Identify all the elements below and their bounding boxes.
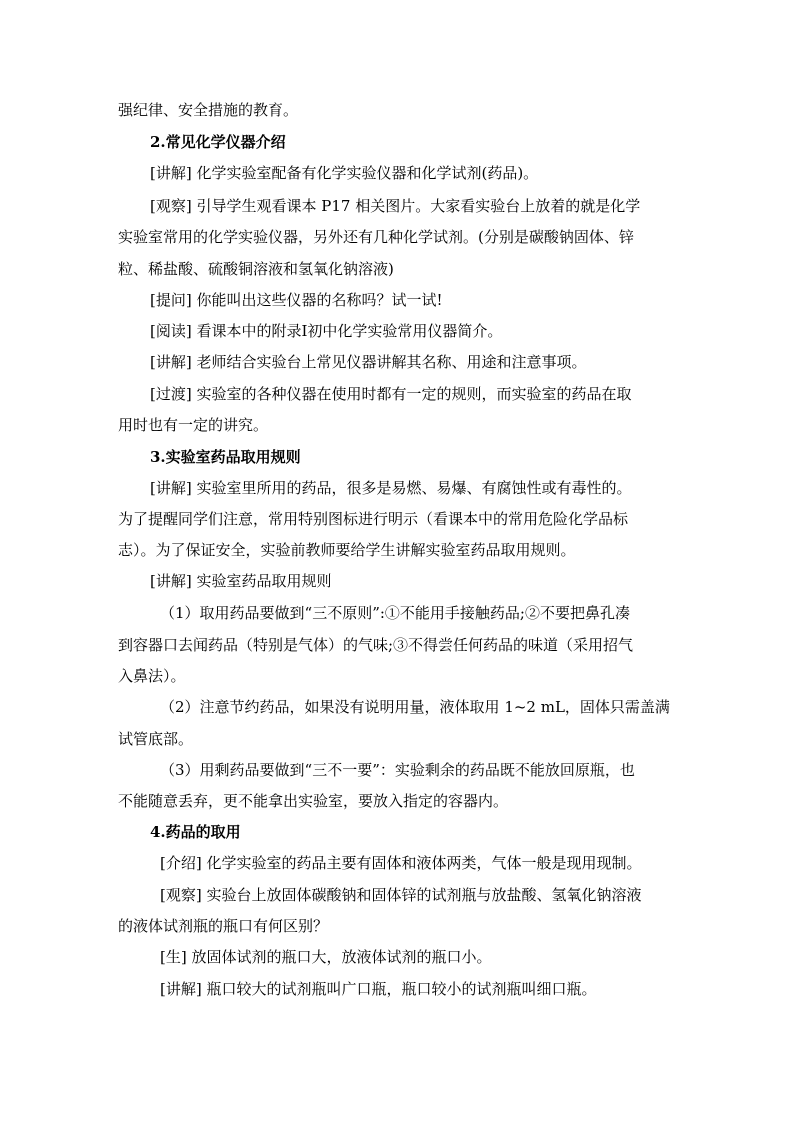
text-line: 试管底部。 bbox=[118, 730, 194, 748]
text-line: 入鼻法）。 bbox=[118, 667, 186, 685]
text-line: [讲解] 化学实验室配备有化学实验仪器和化学试剂(药品)。 bbox=[150, 164, 539, 182]
text-line: [观察] 实验台上放固体碳酸钠和固体锌的试剂瓶与放盐酸、氢氧化钠溶液 bbox=[160, 886, 642, 904]
text-line: [讲解] 瓶口较大的试剂瓶叫广口瓶，瓶口较小的试剂瓶叫细口瓶。 bbox=[160, 980, 597, 998]
section-heading: 2.常见化学仪器介绍 bbox=[150, 133, 286, 151]
text-line: （2）注意节约药品，如果没有说明用量，液体取用 1~2 mL，固体只需盖满 bbox=[160, 698, 670, 716]
text-line: 的液体试剂瓶的瓶口有何区别？ bbox=[118, 917, 329, 935]
text-line: [观察] 引导学生观看课本 P17 相关图片。大家看实验台上放着的就是化学 bbox=[150, 197, 641, 215]
text-line: （1）取用药品要做到“三不原则”:①不能用手接触药品;②不要把鼻孔凑 bbox=[160, 604, 630, 622]
text-line: [介绍] 化学实验室的药品主要有固体和液体两类，气体一般是现用现制。 bbox=[160, 854, 642, 872]
section-heading: 4.药品的取用 bbox=[150, 823, 241, 841]
text-line: 不能随意丢弃，更不能拿出实验室，要放入指定的容器内。 bbox=[118, 792, 509, 810]
text-line: （3）用剩药品要做到“三不一要”：实验剩余的药品既不能放回原瓶，也 bbox=[160, 761, 635, 779]
text-line: [讲解] 实验室药品取用规则 bbox=[150, 572, 332, 590]
text-line: 实验室常用的化学实验仪器，另外还有几种化学试剂。(分别是碳酸钠固体、锌 bbox=[118, 228, 634, 246]
text-line: [讲解] 老师结合实验台上常见仪器讲解其名称、用途和注意事项。 bbox=[150, 353, 587, 371]
text-line: [生] 放固体试剂的瓶口大，放液体试剂的瓶口小。 bbox=[160, 948, 492, 966]
section-heading: 3.实验室药品取用规则 bbox=[150, 448, 301, 466]
text-line: 到容器口去闻药品（特别是气体）的气味;③不得尝任何药品的味道（采用招气 bbox=[118, 636, 634, 654]
text-line: [讲解] 实验室里所用的药品，很多是易燃、易爆、有腐蚀性或有毒性的。 bbox=[150, 479, 632, 497]
text-line: 强纪律、安全措施的教育。 bbox=[118, 101, 299, 119]
text-line: 用时也有一定的讲究。 bbox=[118, 416, 269, 434]
text-line: 为了提醒同学们注意，常用特别图标进行明示（看课本中的常用危险化学品标 bbox=[118, 510, 629, 528]
text-line: [提问] 你能叫出这些仪器的名称吗？试一试! bbox=[150, 291, 443, 309]
text-line: 志）。为了保证安全，实验前教师要给学生讲解实验室药品取用规则。 bbox=[118, 541, 576, 559]
text-line: [过渡] 实验室的各种仪器在使用时都有一定的规则，而实验室的药品在取 bbox=[150, 385, 632, 403]
text-line: [阅读] 看课本中的附录Ⅰ初中化学实验常用仪器简介。 bbox=[150, 322, 503, 340]
text-line: 粒、稀盐酸、硫酸铜溶液和氢氧化钠溶液) bbox=[118, 260, 394, 278]
